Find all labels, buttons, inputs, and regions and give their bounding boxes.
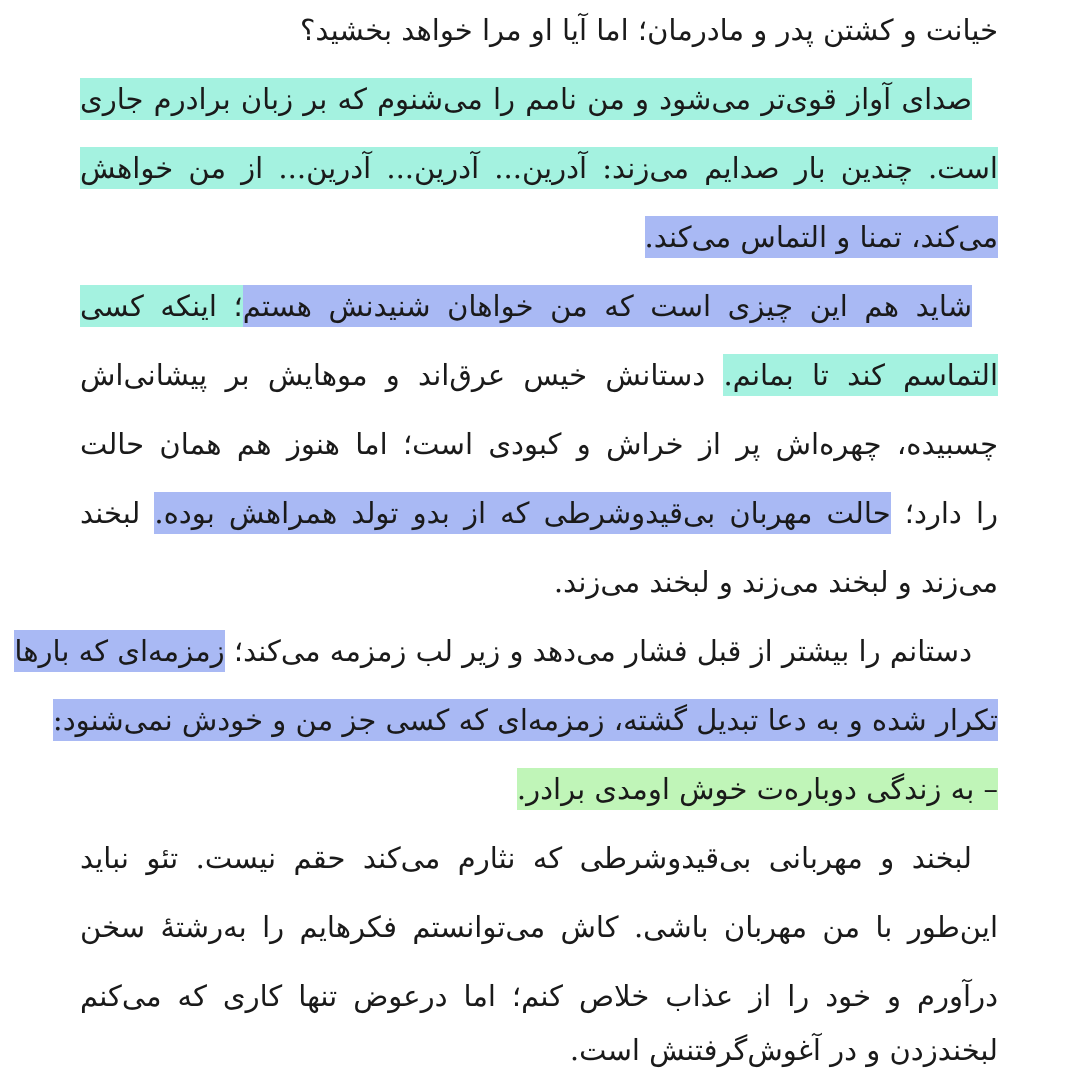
text-segment: دستانم را بیشتر از قبل فشار می‌دهد و زیر لب زمزمه می‌کند؛ [224, 634, 972, 668]
text-segment: دستانش خیس عرق‌اند و موهایش بر پیشانی‌اش [80, 358, 724, 392]
text-line [80, 828, 998, 888]
highlighted-text: حالت مهربان بی‌قیدوشرطی که از بدو تولد همراهش بوده. [154, 492, 890, 534]
text-segment: لبخند و مهربانی بی‌قیدوشرطی که نثارم می‌کند حقم نیست. تئو نباید [80, 841, 972, 875]
text-line [80, 207, 998, 267]
text-line [80, 552, 998, 612]
highlighted-text: زمزمه‌ای که بارها [14, 630, 224, 672]
text-segment: این‌طور با من مهربان باشی. کاش می‌توانستم فکرهایم را به‌رشتهٔ سخن [80, 910, 998, 944]
text-segment: لبخندزدن و در آغوش‌گرفتنش است. [569, 1033, 998, 1067]
text-line [80, 759, 998, 819]
text-line [52, 690, 998, 750]
highlighted-text: شاید هم این چیزی است که من خواهان شنیدنش هستم [243, 285, 972, 327]
text-line [80, 345, 998, 405]
text-line [80, 0, 998, 60]
text-line [80, 483, 998, 543]
text-line [80, 69, 998, 129]
text-segment: می‌زند و لبخند می‌زند و لبخند می‌زند. [553, 565, 998, 599]
text-line [80, 276, 998, 336]
text-segment: لبخند [80, 496, 155, 530]
highlighted-text: التماسم کند تا بمانم. [723, 354, 998, 396]
text-line [80, 966, 998, 1026]
text-segment: خیانت و کشتن پدر و مادرمان؛ اما آیا او مرا خواهد بخشید؟ [300, 13, 998, 47]
text-segment: درآورم و خود را از عذاب خلاص کنم؛ اما درعوض تنها کاری که می‌کنم [80, 979, 998, 1013]
highlighted-text: می‌کند، تمنا و التماس می‌کند. [645, 216, 999, 258]
text-line [14, 621, 998, 681]
text-segment: را دارد؛ [890, 496, 999, 530]
highlighted-text: تکرار شده و به دعا تبدیل گشته، زمزمه‌ای که کسی جز من و خودش نمی‌شنود: [53, 699, 998, 741]
text-line [80, 1020, 998, 1080]
text-line [80, 414, 998, 474]
highlighted-text: صدای آواز قوی‌تر می‌شود و من نامم را می‌شنوم که بر زبان برادرم جاری [80, 78, 972, 120]
text-segment: چسبیده، چهره‌اش پر از خراش و کبودی است؛ اما هنوز هم همان حالت [80, 427, 998, 461]
highlighted-text: ؛ اینکه کسی [80, 285, 243, 327]
highlighted-text: است. چندین بار صدایم می‌زند: آدرین... آدرین... آدرین... از من خواهش [80, 147, 998, 189]
text-line [80, 897, 998, 957]
highlighted-text: – به زندگی دوباره‌ت خوش اومدی برادر. [517, 768, 998, 810]
text-line [80, 138, 998, 198]
